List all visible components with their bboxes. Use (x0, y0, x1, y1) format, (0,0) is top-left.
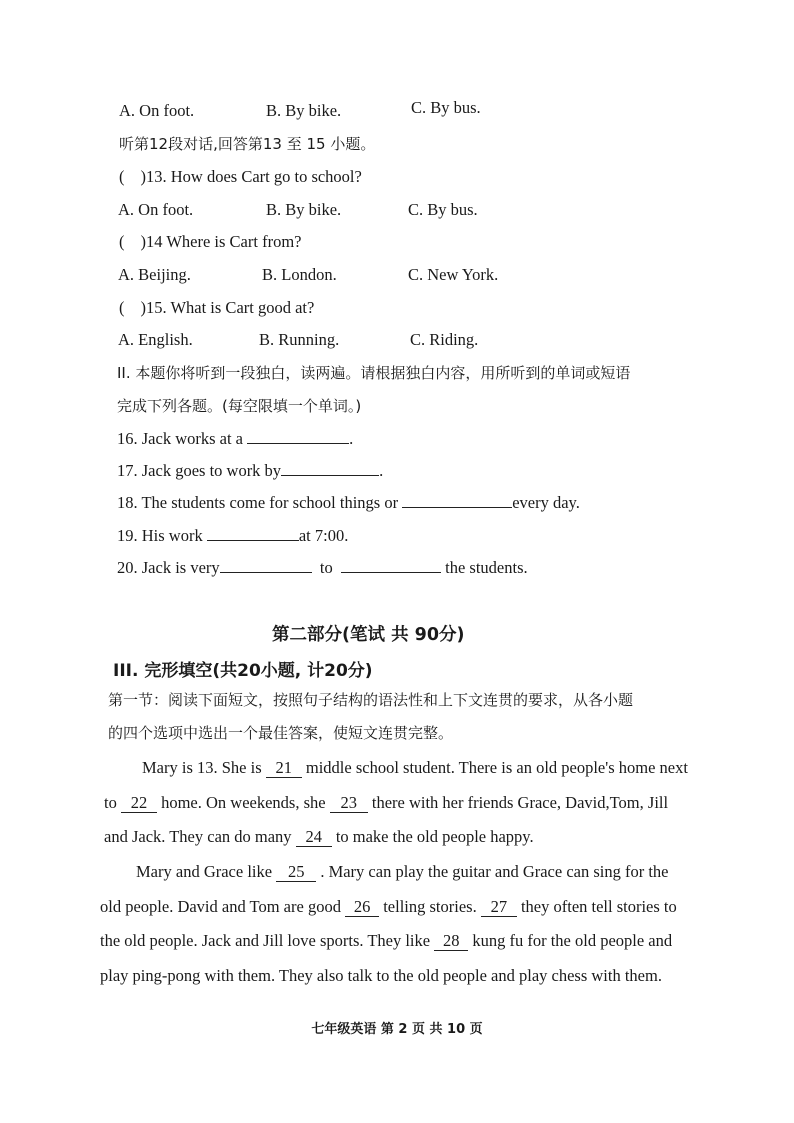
q18-blank[interactable] (402, 493, 512, 508)
q18-end: every day. (512, 493, 580, 512)
passage-text: telling stories. (383, 897, 477, 916)
passage-text: and Jack. They can do many (104, 827, 292, 846)
section3-intro-line1: 第一节：阅读下面短文，按照句子结构的语法性和上下文连贯的要求，从各小题 (108, 691, 634, 709)
q16-end: . (349, 429, 354, 448)
passage-text: . Mary can play the guitar and Grace can sing for the (320, 862, 669, 881)
passage-p1-line2 (104, 786, 668, 821)
q17-end: . (379, 461, 384, 480)
q12-option-c: C. By bus. (411, 98, 481, 117)
q13-question: )13. How does Cart go to school? (140, 167, 362, 186)
q19 (117, 525, 348, 547)
passage-text: the old people. Jack and Jill love sports. They like (100, 931, 431, 950)
passage-text: to make the old people happy. (335, 827, 534, 846)
q15-stem (119, 297, 314, 319)
q17 (117, 460, 383, 482)
cloze-blank-26[interactable]: 26 (345, 898, 379, 917)
cloze-blank-23[interactable]: 23 (330, 794, 368, 813)
passage-p1-line1 (142, 751, 688, 786)
q12-option-a: A. On foot. (119, 101, 195, 120)
dialog12-instruction: 听第12段对话,回答第13 至 15 小题。 (119, 135, 376, 153)
q19-blank[interactable] (207, 526, 299, 541)
section2-instruction-line2: 完成下列各题。(每空限填一个单词。) (117, 397, 362, 415)
q14-paren-open: ( (119, 232, 125, 251)
q14-option-a: A. Beijing. (118, 265, 191, 284)
q19-text: 19. His work (117, 526, 203, 545)
passage-text: they often tell stories to (520, 897, 677, 916)
q15-paren-open: ( (119, 298, 125, 317)
q20-blank-2[interactable] (341, 558, 441, 573)
q13-option-b: B. By bike. (266, 200, 342, 219)
passage-text: kung fu for the old people and (472, 931, 673, 950)
q12-option-b: B. By bike. (266, 101, 342, 120)
passage-p2-line3 (100, 924, 672, 959)
passage-text: Mary is 13. She is (142, 758, 262, 777)
cloze-blank-22[interactable]: 22 (121, 794, 157, 813)
q13-option-c: C. By bus. (408, 200, 478, 219)
passage-text: middle school student. There is an old people's home next (305, 758, 688, 777)
q15-option-c: C. Riding. (410, 330, 479, 349)
section3-title: III. 完形填空(共20小题, 计20分) (113, 661, 373, 681)
q15-option-a: A. English. (118, 330, 193, 349)
passage-p1-line3 (104, 820, 534, 855)
q13-paren-open: ( (119, 167, 125, 186)
q20 (117, 557, 528, 579)
q18 (117, 492, 580, 514)
q17-text: 17. Jack goes to work by (117, 461, 282, 480)
q14-stem (119, 231, 301, 253)
q15-question: )15. What is Cart good at? (140, 298, 315, 317)
page-footer: 七年级英语 第 2 页 共 10 页 (311, 1022, 483, 1037)
q19-end: at 7:00. (298, 526, 349, 545)
q14-question: )14 Where is Cart from? (140, 232, 302, 251)
q18-text: 18. The students come for school things or (117, 493, 399, 512)
q20-end: the students. (445, 558, 528, 577)
section3-intro-line2: 的四个选项中选出一个最佳答案，使短文连贯完整。 (108, 724, 454, 742)
q14-option-c: C. New York. (408, 265, 499, 284)
q14-option-b: B. London. (262, 265, 337, 284)
q13-option-a: A. On foot. (118, 200, 194, 219)
passage-text: old people. David and Tom are good (100, 897, 341, 916)
passage-p2-line1 (136, 855, 669, 890)
passage-text: there with her friends Grace, David,Tom, Jill (371, 793, 669, 812)
q20-blank-1[interactable] (220, 558, 312, 573)
q20-mid: to (319, 558, 333, 577)
passage-text: Mary and Grace like (136, 862, 273, 881)
passage-text: home. On weekends, she (161, 793, 326, 812)
q13-stem (119, 166, 362, 188)
section2-instruction-line1: II. 本题你将听到一段独白，读两遍。请根据独白内容，用所听到的单词或短语 (117, 364, 631, 382)
q15-option-b: B. Running. (259, 330, 340, 349)
passage-text: to (104, 793, 117, 812)
cloze-blank-25[interactable]: 25 (276, 863, 316, 882)
cloze-blank-28[interactable]: 28 (434, 932, 468, 951)
q17-blank[interactable] (281, 461, 379, 476)
q16-blank[interactable] (247, 429, 349, 444)
cloze-blank-27[interactable]: 27 (481, 898, 517, 917)
cloze-blank-21[interactable]: 21 (266, 759, 302, 778)
q16-text: 16. Jack works at a (117, 429, 244, 448)
cloze-blank-24[interactable]: 24 (296, 828, 332, 847)
part2-title: 第二部分(笔试 共 90分) (272, 625, 465, 645)
q16 (117, 428, 353, 450)
passage-p2-line2 (100, 890, 677, 925)
passage-p2-line4: play ping-pong with them. They also talk to the old people and play chess with them. (100, 966, 662, 985)
q20-text: 20. Jack is very (117, 558, 220, 577)
